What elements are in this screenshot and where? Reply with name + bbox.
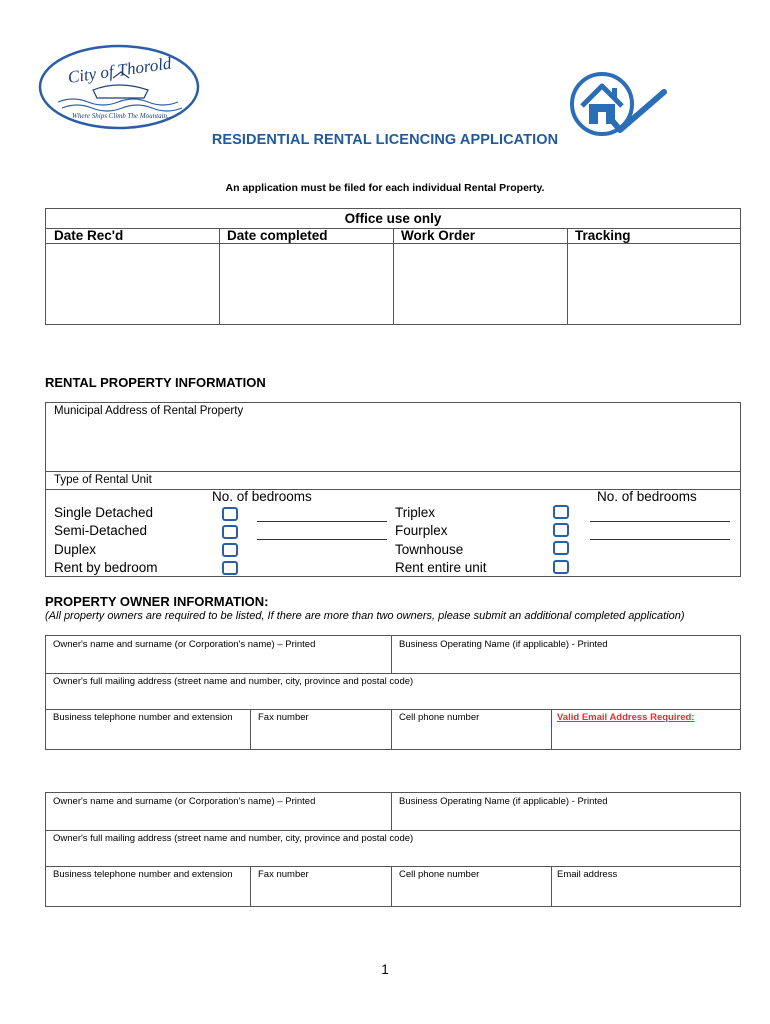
address-field[interactable] xyxy=(46,421,740,469)
tracking-cell[interactable] xyxy=(568,244,741,325)
fourplex-checkbox[interactable] xyxy=(553,523,569,537)
owner-2-business-field[interactable] xyxy=(392,807,740,829)
unit-type-label: Type of Rental Unit xyxy=(54,474,152,486)
triplex-bedrooms-line[interactable] xyxy=(590,521,730,522)
owner-1-business-label: Business Operating Name (if applicable) - Printed xyxy=(399,639,608,650)
svg-text:Where Ships Climb The Mountain: Where Ships Climb The Mountain... xyxy=(72,112,173,120)
svg-text:City of Thorold: City of Thorold xyxy=(66,53,173,87)
owner-2-email-field[interactable] xyxy=(552,881,740,906)
address-label: Municipal Address of Rental Property xyxy=(54,405,244,417)
single-detached-bedrooms-line[interactable] xyxy=(257,521,387,522)
owner-1-email-field[interactable] xyxy=(552,724,740,749)
owner-1-fax-field[interactable] xyxy=(251,724,391,749)
office-use-caption: Office use only xyxy=(344,211,442,226)
col-tracking: Tracking xyxy=(575,228,631,243)
townhouse-checkbox[interactable] xyxy=(553,541,569,555)
owner-1-cell-label: Cell phone number xyxy=(399,712,480,723)
owner-2-fax-field[interactable] xyxy=(251,881,391,906)
type-triplex: Triplex xyxy=(395,505,436,520)
owner-1-fax-label: Fax number xyxy=(258,712,309,723)
owner-1-phone-label: Business telephone number and extension xyxy=(53,712,233,723)
semi-detached-bedrooms-line[interactable] xyxy=(257,539,387,540)
triplex-checkbox[interactable] xyxy=(553,505,569,519)
owner-2-phone-field[interactable] xyxy=(46,881,250,906)
rental-property-box xyxy=(45,402,741,577)
type-townhouse: Townhouse xyxy=(395,542,464,557)
owner-2-email-label: Email address xyxy=(557,869,618,880)
rent-by-bedroom-checkbox[interactable] xyxy=(222,561,238,575)
type-single-detached: Single Detached xyxy=(54,505,154,520)
house-check-icon xyxy=(568,68,672,142)
rental-section-heading: RENTAL PROPERTY INFORMATION xyxy=(45,375,266,390)
owner-1-name-field[interactable] xyxy=(46,650,391,672)
col-work-order: Work Order xyxy=(401,228,476,243)
single-detached-checkbox[interactable] xyxy=(222,507,238,521)
page-number: 1 xyxy=(381,962,389,977)
owner-1-table xyxy=(45,635,741,750)
work-order-cell[interactable] xyxy=(394,244,567,325)
type-semi-detached: Semi-Detached xyxy=(54,523,148,538)
page-subtitle: An application must be filed for each individual Rental Property. xyxy=(225,182,545,194)
owner-2-table xyxy=(45,792,741,907)
owner-1-cell-field[interactable] xyxy=(392,724,551,749)
owner-2-cell-label: Cell phone number xyxy=(399,869,480,880)
owner-2-mailing-field[interactable] xyxy=(46,845,740,865)
owner-note: (All property owners are required to be listed, If there are more than two owners, please submit an additional completed application) xyxy=(45,610,685,622)
owner-1-mailing-label: Owner's full mailing address (street name and number, city, province and postal code) xyxy=(53,676,414,687)
date-completed-cell[interactable] xyxy=(220,244,393,325)
owner-2-phone-label: Business telephone number and extension xyxy=(53,869,233,880)
owner-2-business-label: Business Operating Name (if applicable) - Printed xyxy=(399,796,608,807)
owner-1-business-field[interactable] xyxy=(392,650,740,672)
type-rent-entire-unit: Rent entire unit xyxy=(395,560,487,575)
col-date-recd: Date Rec'd xyxy=(54,228,124,243)
bedrooms-label-left: No. of bedrooms xyxy=(212,489,312,504)
type-duplex: Duplex xyxy=(54,542,97,557)
fourplex-bedrooms-line[interactable] xyxy=(590,539,730,540)
city-of-thorold-logo xyxy=(38,44,200,130)
type-fourplex: Fourplex xyxy=(395,523,448,538)
owner-2-name-label: Owner's name and surname (or Corporation's name) – Printed xyxy=(53,796,316,807)
owner-1-email-label: Valid Email Address Required: xyxy=(557,712,695,723)
owner-2-cell-field[interactable] xyxy=(392,881,551,906)
owner-1-mailing-field[interactable] xyxy=(46,688,740,708)
date-recd-cell[interactable] xyxy=(46,244,219,325)
type-rent-by-bedroom: Rent by bedroom xyxy=(54,560,158,575)
owner-2-mailing-label: Owner's full mailing address (street name and number, city, province and postal code) xyxy=(53,833,414,844)
semi-detached-checkbox[interactable] xyxy=(222,525,238,539)
bedrooms-label-right: No. of bedrooms xyxy=(597,489,697,504)
page-title: RESIDENTIAL RENTAL LICENCING APPLICATION xyxy=(211,132,559,148)
office-use-table xyxy=(45,208,741,325)
rent-entire-unit-checkbox[interactable] xyxy=(553,560,569,574)
owner-1-name-label: Owner's name and surname (or Corporation's name) – Printed xyxy=(53,639,316,650)
duplex-checkbox[interactable] xyxy=(222,543,238,557)
owner-2-name-field[interactable] xyxy=(46,807,391,829)
col-date-completed: Date completed xyxy=(227,228,328,243)
owner-1-phone-field[interactable] xyxy=(46,724,250,749)
owner-2-fax-label: Fax number xyxy=(258,869,309,880)
owner-section-heading: PROPERTY OWNER INFORMATION: xyxy=(45,594,269,609)
